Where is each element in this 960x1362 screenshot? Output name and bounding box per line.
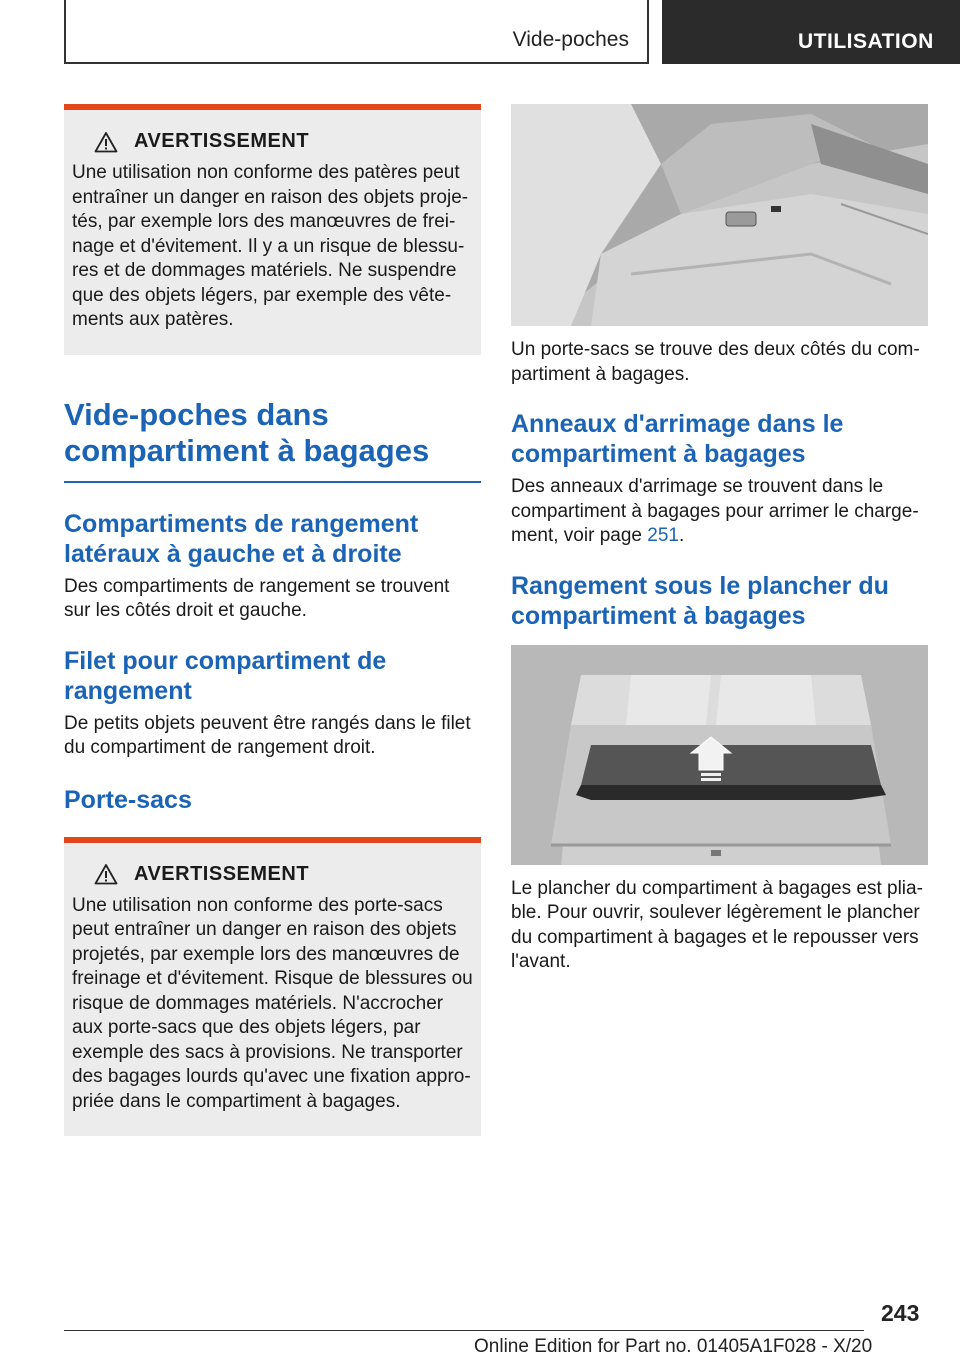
section-text [511,475,928,549]
section-text: Des compartiments de rangement se trouvent sur les côtés droit et gauche. [64,575,450,621]
footer-edition: Online Edition for Part no. 01405A1F028 - X/20 [474,1336,873,1357]
photo-caption: Un porte-sacs se trouve des deux côtés du compartiment à bagages. [511,339,920,385]
main-heading: Vide-poches dans compartiment à bagages [64,396,430,468]
warning-box-bag-hooks [64,837,481,1137]
section-text-body: Des anneaux d'arrimage se trouvent dans le compartiment à bagages pour arrimer le chargement, voir page [511,476,919,546]
warning-title-row [94,130,473,153]
footer-rule [64,1330,864,1331]
warning-text: Une utilisation non conforme des patères peut entraîner un danger en raison des objets projetés, par exemple lors des manœuvres de freinage et d'évitement. Il y a un risque de blessures et de dommages matériels. Ne suspendre que des objets légers, par exemple des vêtements aux patères. [72,162,469,330]
warning-box-hooks [64,104,481,355]
warning-text: Une utilisation non conforme des porte-sacs peut entraîner un danger en raison des objets projetés, par exemple lors des manœuvres de freinage et d'évitement. Risque de blessures ou risque de dommages matériels. N'accrocher aux porte-sacs que des objets légers, par exemple des sacs à provisions. Ne transporter des bagages lourds qu'avec une fixation appropriée dans le compartiment à bagages. [72,894,473,1112]
right-column [511,104,928,975]
warning-title-row [94,863,473,886]
section-heading: Anneaux d'arrimage dans le compartiment à bagages [511,410,844,468]
warning-triangle-icon [94,131,118,153]
warning-triangle-icon [94,863,118,885]
left-column [64,104,481,1136]
page-reference-link[interactable]: 251 [647,525,679,546]
header-chapter-tab [662,0,960,64]
floor-panel-photo [511,645,928,865]
section-side-compartments [64,509,481,624]
section-bag-hooks [64,785,481,815]
header-section-box [64,0,649,64]
warning-title: AVERTISSEMENT [134,130,310,152]
section-heading: Compartiments de rangement latéraux à gauche et à droite [64,509,419,568]
floor-panel-illustration [511,645,928,865]
heading-rule [64,481,481,483]
bag-hook-illustration [511,104,928,326]
page-number: 243 [881,1300,920,1326]
section-text: De petits objets peuvent être rangés dans le filet du compartiment de rangement droit. [64,712,471,758]
section-heading: Filet pour compartiment de rangement [64,646,387,705]
warning-title: AVERTISSEMENT [134,862,310,885]
bag-hook-photo [511,104,928,326]
section-lashing-eyes [511,409,928,549]
header-chapter-title: UTILISATION [798,30,934,53]
section-text-end: . [678,525,685,546]
section-underfloor-storage [511,571,928,631]
photo-caption: Le plancher du compartiment à bagages est pliable. Pour ouvrir, soulever légèrement le plancher du compartiment à bagages et le repousser vers l'avant. [511,877,923,972]
section-heading: Rangement sous le plancher du compartiment à bagages [511,571,889,630]
section-net [64,646,481,761]
section-heading: Porte-sacs [64,785,192,814]
header-section-title: Vide-poches [512,28,629,51]
